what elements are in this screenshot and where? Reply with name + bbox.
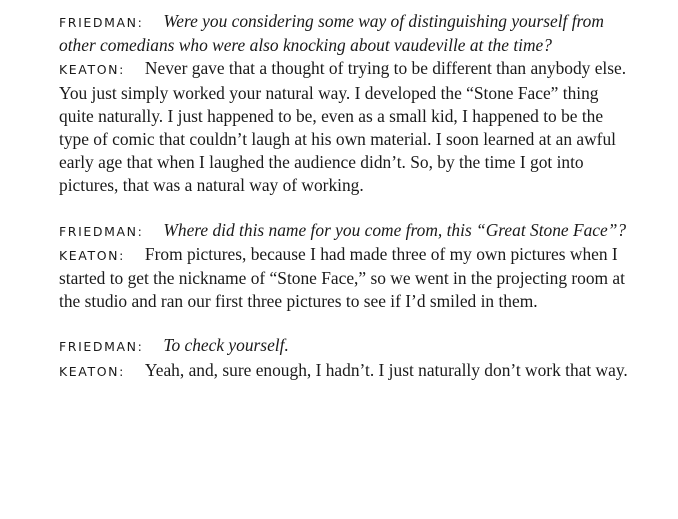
keaton-answer (59, 57, 629, 197)
exchange-2 (59, 219, 629, 314)
speaker-label: FRIEDMAN: (59, 223, 144, 239)
answer-text: Yeah, and, sure enough, I hadn’t. I just naturally don’t work that way. (144, 359, 628, 380)
answer-text: From pictures, because I had made three of my own pictures when I started to get the nickname of “Stone Face,” so we went in the projecting room at the studio and ran our first three pictures to see if I’d smiled in them. (59, 243, 625, 312)
exchange-3 (59, 334, 629, 382)
interview-transcript (59, 10, 629, 404)
question-text: Were you considering some way of distinguishing yourself from other comedians who were also knocking about vaudeville at the time? (59, 11, 604, 56)
keaton-answer (59, 243, 629, 314)
speaker-label: FRIEDMAN: (59, 15, 144, 30)
friedman-question (59, 334, 629, 358)
exchange-1 (59, 10, 629, 198)
speaker-label: FRIEDMAN: (59, 339, 144, 355)
friedman-question (59, 219, 629, 243)
answer-text: Never gave that a thought of trying to be different than anybody else. You just simply worked your natural way. I developed the “Stone Face” thing quite naturally. I just happened to be, even as a small kid, I happened to be the type of comic that couldn’t laugh at his own material. I soon learned at an awful early age that when I laughed the audience didn’t. So, by the time I got into pictures, that was a natural way of working. (59, 58, 627, 196)
speaker-label: KEATON: (59, 62, 125, 78)
speaker-label: KEATON: (59, 363, 125, 379)
question-text: To check yourself. (163, 335, 289, 356)
friedman-question (59, 10, 629, 57)
keaton-answer (59, 359, 629, 383)
speaker-label: KEATON: (59, 247, 125, 263)
question-text: Where did this name for you come from, this “Great Stone Face”? (163, 219, 627, 240)
